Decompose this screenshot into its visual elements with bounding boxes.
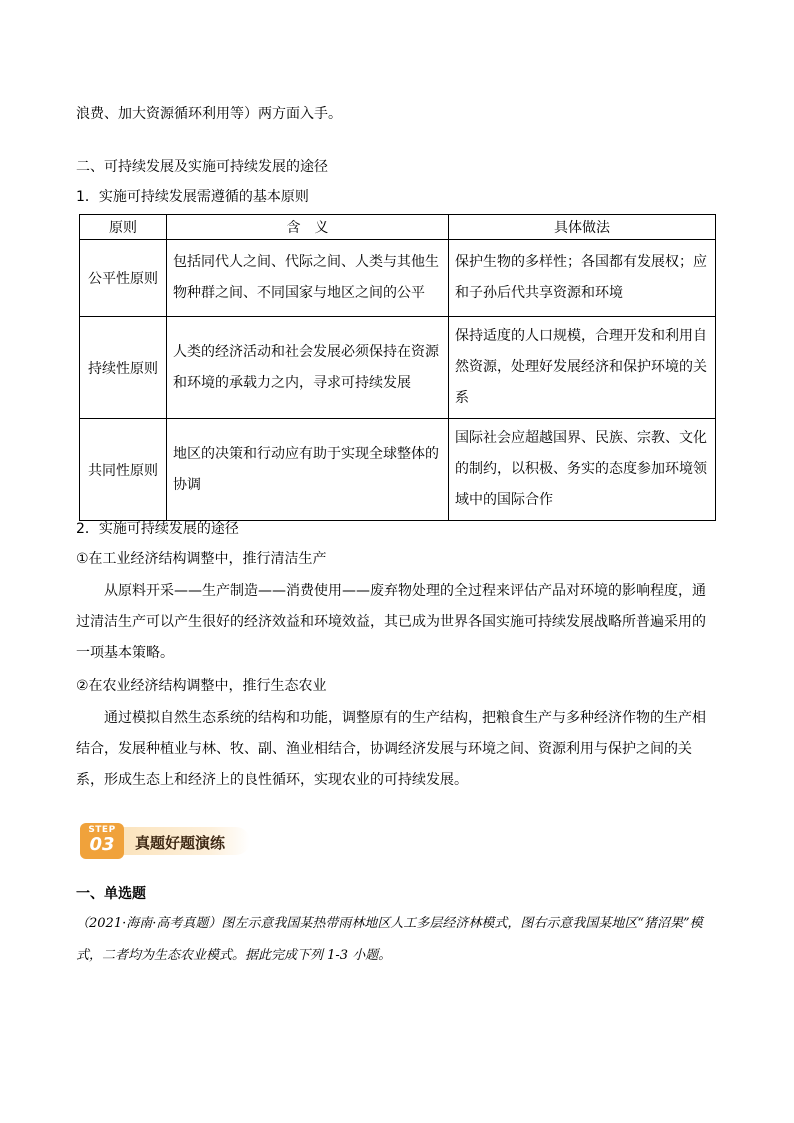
sub1-title: 1．实施可持续发展需遵循的基本原则 [76, 189, 309, 205]
row-meaning: 人类的经济活动和社会发展必须保持在资源和环境的承载力之内，寻求可持续发展 [167, 317, 449, 419]
table-row [80, 240, 716, 317]
row-principle-name: 公平性原则 [80, 240, 167, 317]
row-practice: 国际社会应超越国界、民族、宗教、文化的制约，以积极、务实的态度参加环境领域中的国际合作 [449, 419, 716, 521]
question-intro: （2021·海南·高考真题）图左示意我国某热带雨林地区人工多层经济林模式，图右示意我国某地区“猪沼果”模式，二者均为生态农业模式。据此完成下列 1-3 小题。 [76, 916, 703, 963]
table-row [80, 419, 716, 521]
header-principle: 原则 [80, 215, 167, 240]
table-header-row [80, 215, 716, 240]
point2-paragraph: 通过模拟自然生态系统的结构和功能，调整原有的生产结构，把粮食生产与多种经济作物的生产相结合，发展种植业与林、牧、副、渔业相结合，协调经济发展与环境之间、资源利用与保护之间的关系，形成生态上和经济上的良性循环，实现农业的可持续发展。 [76, 710, 706, 788]
step-badge [80, 823, 124, 859]
section2-title: 二、可持续发展及实施可持续发展的途径 [76, 159, 328, 175]
step-banner [80, 823, 250, 859]
step-title: 真题好题演练 [135, 834, 226, 852]
header-practice: 具体做法 [449, 215, 716, 240]
row-principle-name: 共同性原则 [80, 419, 167, 521]
row-practice: 保护生物的多样性；各国都有发展权；应和子孙后代共享资源和环境 [449, 240, 716, 317]
sub2-title: 2．实施可持续发展的途径 [76, 521, 239, 537]
step-label: STEP [88, 825, 116, 835]
row-meaning: 包括同代人之间、代际之间、人类与其他生物种群之间、不同国家与地区之间的公平 [167, 240, 449, 317]
row-practice: 保持适度的人口规模，合理开发和利用自然资源，处理好发展经济和保护环境的关系 [449, 317, 716, 419]
point2-title: ②在农业经济结构调整中，推行生态农业 [76, 678, 327, 694]
table-row [80, 317, 716, 419]
point1-title: ①在工业经济结构调整中，推行清洁生产 [76, 551, 327, 567]
header-meaning: 含 义 [167, 215, 449, 240]
point1-paragraph: 从原料开采——生产制造——消费使用——废弃物处理的全过程来评估产品对环境的影响程度，通过清洁生产可以产生很好的经济效益和环境效益，其已成为世界各国实施可持续发展战略所普遍采用的一项基本策略。 [76, 583, 706, 661]
single-choice-heading: 一、单选题 [76, 886, 146, 902]
step-number: 03 [89, 834, 115, 855]
row-principle-name: 持续性原则 [80, 317, 167, 419]
principles-table [79, 214, 716, 521]
intro-tail-text: 浪费、加大资源循环利用等）两方面入手。 [76, 106, 342, 122]
row-meaning: 地区的决策和行动应有助于实现全球整体的协调 [167, 419, 449, 521]
